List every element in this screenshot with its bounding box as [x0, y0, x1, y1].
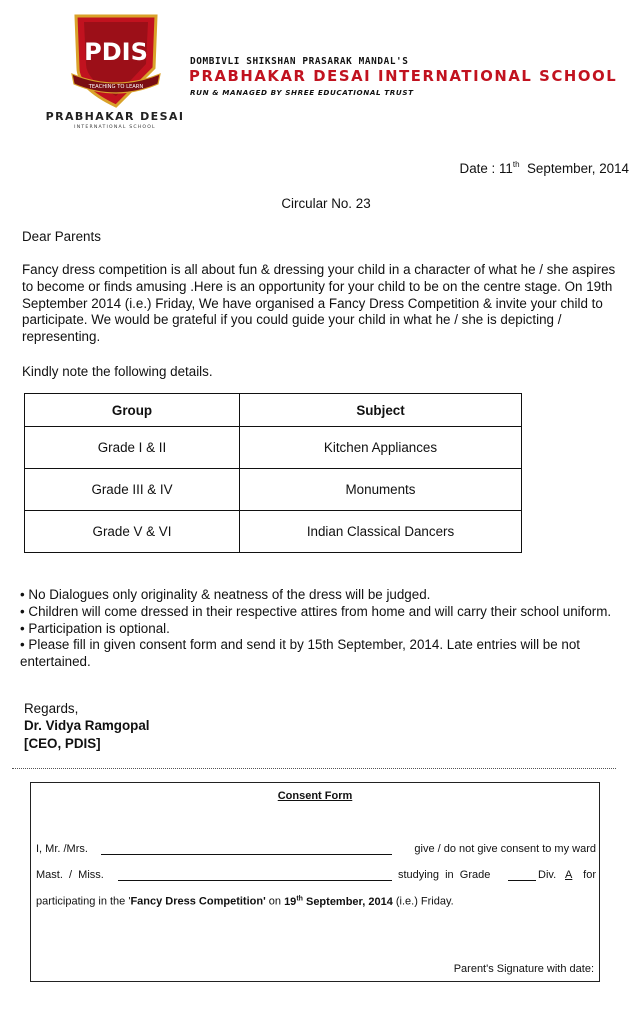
logo-text: PDIS [84, 38, 148, 66]
organisation-line: DOMBIVLI SHIKSHAN PRASARAK MANDAL'S [190, 56, 409, 67]
parent-signature-label: Parent's Signature with date: [453, 963, 594, 975]
school-logo [40, 6, 190, 130]
consent-choice-text: give / do not give consent to my ward [414, 843, 596, 855]
consent-line-parent [36, 843, 596, 855]
event-date: 19th September, 2014 [284, 895, 393, 908]
division-label: Div. [538, 869, 557, 881]
regards: Regards, [24, 701, 79, 716]
list-item: • Children will come dressed in their respective attires from home and will carry their school uniform. [20, 604, 620, 621]
ward-name-blank[interactable] [118, 869, 392, 881]
grade-blank[interactable] [508, 869, 536, 881]
table-row [25, 427, 522, 469]
list-item: • No Dialogues only originality & neatness of the dress will be judged. [20, 587, 620, 604]
logo-name: PRABHAKAR DESAI [45, 110, 185, 123]
table-header-row [25, 394, 522, 427]
details-table [24, 393, 522, 553]
circular-number: Circular No. 23 [281, 196, 371, 211]
table-header-subject: Subject [240, 394, 522, 427]
ward-name-label: Mast. / Miss. [36, 869, 104, 881]
table-cell-group: Grade V & VI [25, 511, 240, 553]
division-value: A [565, 869, 573, 881]
signer-role: [CEO, PDIS] [24, 736, 101, 751]
table-cell-group: Grade III & IV [25, 469, 240, 511]
cut-line-divider [12, 768, 616, 769]
shield-crest-icon [70, 8, 162, 108]
instruction-list [20, 587, 620, 671]
salutation: Dear Parents [22, 229, 101, 244]
trust-line: RUN & MANAGED BY SHREE EDUCATIONAL TRUST [190, 88, 414, 97]
body-paragraph: Fancy dress competition is all about fun & dressing your child in a character of what he / she aspires to become or finds amusing .Here is an opportunity for your child to be on the centre stage. On 19th September 2014 (i.e.) Friday, We have organised a Fancy Dress Competition & invite your child to participate. We would be grateful if you could guide your child in what he / she is depicting / representing. [22, 262, 616, 345]
circular-date: Date : 11th September, 2014 [459, 160, 629, 176]
list-item: • Please fill in given consent form and send it by 15th September, 2014. Late entries will be not entertained. [20, 637, 620, 671]
table-header-group: Group [25, 394, 240, 427]
table-cell-subject: Monuments [240, 469, 522, 511]
parent-name-label: I, Mr. /Mrs. [36, 843, 88, 855]
school-name: PRABHAKAR DESAI INTERNATIONAL SCHOOL [189, 68, 618, 85]
consent-form [30, 782, 600, 982]
table-cell-group: Grade I & II [25, 427, 240, 469]
event-name: Fancy Dress Competition' [130, 895, 266, 908]
parent-name-blank[interactable] [101, 843, 392, 855]
logo-subtitle: INTERNATIONAL SCHOOL [74, 125, 156, 130]
table-row [25, 511, 522, 553]
consent-line-event: participating in the 'Fancy Dress Competition' on 19th September, 2014 (i.e.) Friday. [36, 895, 454, 908]
consent-line-ward [36, 869, 596, 881]
table-cell-subject: Kitchen Appliances [240, 427, 522, 469]
logo-banner: TEACHING TO LEARN [88, 84, 144, 90]
grade-label: studying in Grade [398, 869, 491, 881]
for-label: for [583, 869, 596, 881]
table-row [25, 469, 522, 511]
list-item: • Participation is optional. [20, 621, 620, 638]
table-cell-subject: Indian Classical Dancers [240, 511, 522, 553]
signer-name: Dr. Vidya Ramgopal [24, 718, 150, 733]
consent-form-title: Consent Form [277, 790, 353, 802]
details-note: Kindly note the following details. [22, 364, 213, 379]
